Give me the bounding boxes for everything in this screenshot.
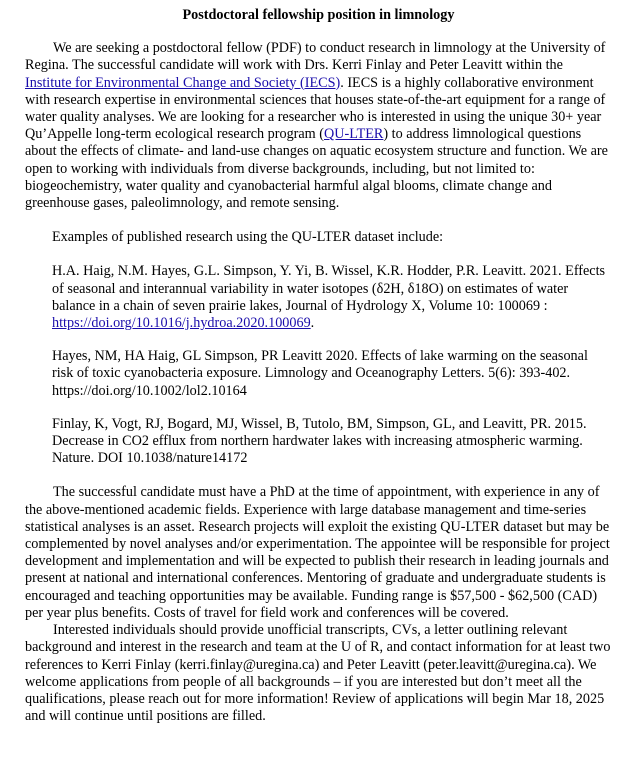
reference-1-suffix: . — [310, 315, 315, 332]
iecs-link[interactable]: Institute for Environmental Change and Society (IECS) — [25, 74, 341, 91]
qu-lter-link[interactable]: QU-LTER — [324, 126, 384, 143]
reference-1-text: H.A. Haig, N.M. Hayes, G.L. Simpson, Y. Yi, B. Wissel, K.R. Hodder, P.R. Leavitt. 2021. Effects of seasonal and interannual variability in water isotopes (δ2H, δ18O) on estimates of water balance in a chain of seven prairie lakes, Journal of Hydrology X, Volume 10: 100069 : — [52, 263, 606, 314]
intro-paragraph — [25, 40, 612, 212]
reference-1 — [52, 263, 612, 332]
examples-intro: Examples of published research using the QU-LTER dataset include: — [52, 229, 444, 246]
intro-text-3: ) to address limnological questions about the effects of climate- and land-use changes on aquatic ecosystem structure and function. We are open to working with individuals from diverse backgrounds, including, but not limited to: biogeochemistry, water quality and cyanobacterial harmful algal blooms, climate change and greenhouse gases, paleolimnology, and remote sensing. — [25, 126, 608, 212]
reference-2: Hayes, NM, HA Haig, GL Simpson, PR Leavitt 2020. Effects of lake warming on the seasonal risk of toxic cyanobacteria exposure. Limnology and Oceanography Letters. 5(6): 393-402. https://doi.org/10.1002/lol2.10164 — [52, 348, 588, 399]
reference-3: Finlay, K, Vogt, RJ, Bogard, MJ, Wissel, B, Tutolo, BM, Simpson, GL, and Leavitt, PR. 2015. Decrease in CO2 efflux from northern hardwater lakes with increasing atmospheric warming. Nature. DOI 10.1038/nature14172 — [52, 415, 587, 467]
page-title: Postdoctoral fellowship position in limnology — [182, 7, 455, 23]
reference-1-doi-link[interactable]: https://doi.org/10.1016/j.hydroa.2020.100069 — [52, 315, 311, 332]
intro-text-2: . IECS is a highly collaborative environment with research expertise in environmental sciences that houses state-of-the-art equipment for a range of water quality analyses. We are looking for a researcher who is interested in using the unique 30+ year Qu’Appelle long-term ecological research program ( — [25, 74, 606, 143]
application-paragraph: Interested individuals should provide unofficial transcripts, CVs, a letter outlining relevant background and interest in the research and team at the U of R, and contact information for at least two references to Kerri Finlay (kerri.finlay@uregina.ca) and Peter Leavitt (peter.leavitt@uregina.ca). We welcome applications from people of all backgrounds – if you are interested but don’t meet all the qualifications, please reach out for more information! Review of applications will begin Mar 18, 2025 and will continue until positions are filled. — [25, 622, 611, 725]
intro-text-1: We are seeking a postdoctoral fellow (PDF) to conduct research in limnology at the University of Regina. The successful candidate will work with Drs. Kerri Finlay and Peter Leavitt within the — [25, 40, 606, 74]
requirements-paragraph: The successful candidate must have a PhD at the time of appointment, with experience in any of the above-mentioned academic fields. Experience with large database management and time-series statistical analyses is an asset. Research projects will exploit the existing QU-LTER dataset but may be complemented by novel analyses and/or experimentation. The appointee will be responsible for project development and implementation and will be expected to publish their research in leading journals and present at national and international conferences. Mentoring of graduate and undergraduate students is encouraged and teaching opportunities may be available. Funding range is $57,500 - $62,500 (CAD) per year plus benefits. Costs of travel for field work and conferences will be covered. — [25, 484, 610, 621]
